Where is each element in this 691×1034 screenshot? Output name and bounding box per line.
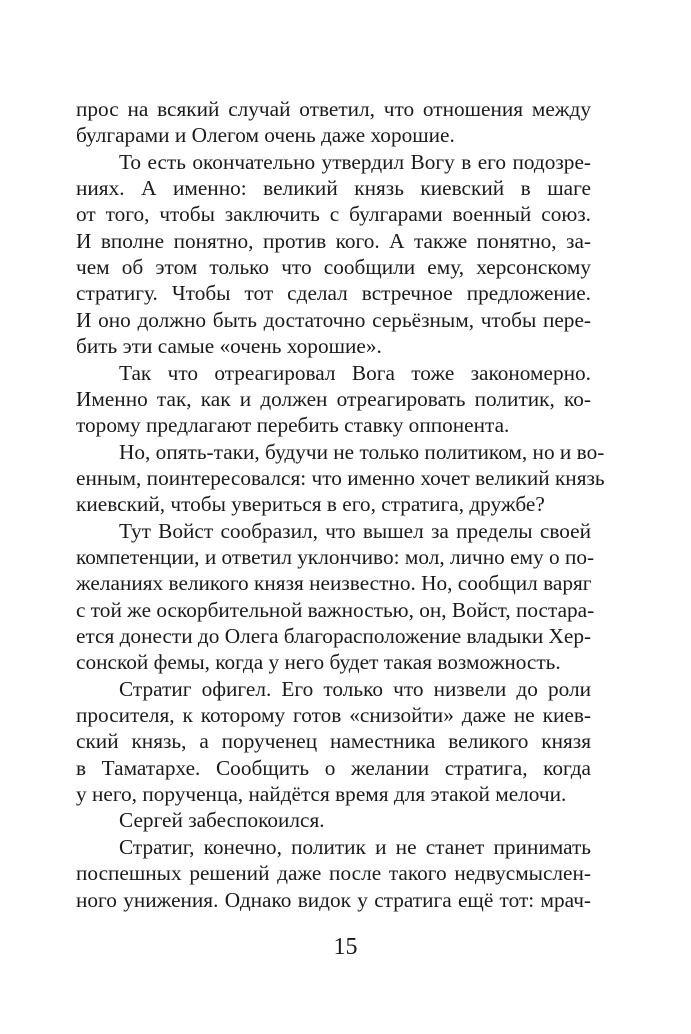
text-line: киевский, чтобы увериться в его, стратига, дружбе? — [76, 492, 545, 516]
text-line: енным, поинтересовался: что именно хочет великий князь — [76, 466, 605, 490]
text-line: ного унижения. Однако видок у стратига ещё тот: мрач- — [76, 888, 591, 912]
text-line: И вполне понятно, против кого. А также понятно, за- — [76, 229, 591, 253]
text-line: прос на всякий случай ответил, что отношения между — [76, 97, 591, 121]
text-line: чем об этом только что сообщили ему, херсонскому — [76, 255, 591, 279]
text-line: компетенции, и ответил уклончиво: мол, лично ему о по- — [76, 545, 595, 569]
text-line: у него, порученца, найдётся время для этакой мелочи. — [76, 782, 567, 806]
text-line: Так что отреагировал Вога тоже закономерно. — [119, 361, 591, 385]
text-line: Тут Войст сообразил, что вышел за пределы своей — [119, 519, 591, 543]
text-line: Именно так, как и должен отреагировать политик, ко- — [76, 387, 591, 411]
text-line: поспешных решений даже после такого недвусмыслен- — [76, 861, 591, 885]
text-line: в Таматархе. Сообщить о желании стратига, когда — [76, 756, 591, 780]
text-line: И оно должно быть достаточно серьёзным, чтобы пере- — [76, 308, 591, 332]
text-line: Но, опять-таки, будучи не только политиком, но и во- — [119, 440, 605, 464]
text-line: ется донести до Олега благорасположение владыки Хер- — [76, 624, 592, 648]
text-line: желаниях великого князя неизвестно. Но, сообщил варяг — [76, 571, 592, 595]
text-line: бить эти самые «очень хорошие». — [76, 334, 382, 358]
text-line: Сергей забеспокоился. — [119, 808, 325, 832]
text-line: стратигу. Чтобы тот сделал встречное предложение. — [76, 281, 591, 305]
text-line: с той же оскорбительной важностью, он, Войст, постара- — [76, 598, 595, 622]
text-line: сонской фемы, когда у него будет такая возможность. — [76, 650, 561, 674]
text-line: торому предлагают перебить ставку оппонента. — [76, 413, 510, 437]
text-line: ниях. А именно: великий князь киевский в шаге — [76, 176, 591, 200]
page-number: 15 — [333, 934, 358, 960]
text-line: от того, чтобы заключить с булгарами военный союз. — [76, 202, 591, 226]
text-line: Стратиг офигел. Его только что низвели до роли — [119, 677, 591, 701]
text-line: То есть окончательно утвердил Вогу в его подозре- — [119, 150, 591, 174]
text-line: Стратиг, конечно, политик и не станет принимать — [119, 835, 591, 859]
text-line: просителя, к которому готов «снизойти» даже не киев- — [76, 703, 591, 727]
text-line: булгарами и Олегом очень даже хорошие. — [76, 123, 455, 147]
text-line: ский князь, а порученец наместника великого князя — [76, 729, 591, 753]
